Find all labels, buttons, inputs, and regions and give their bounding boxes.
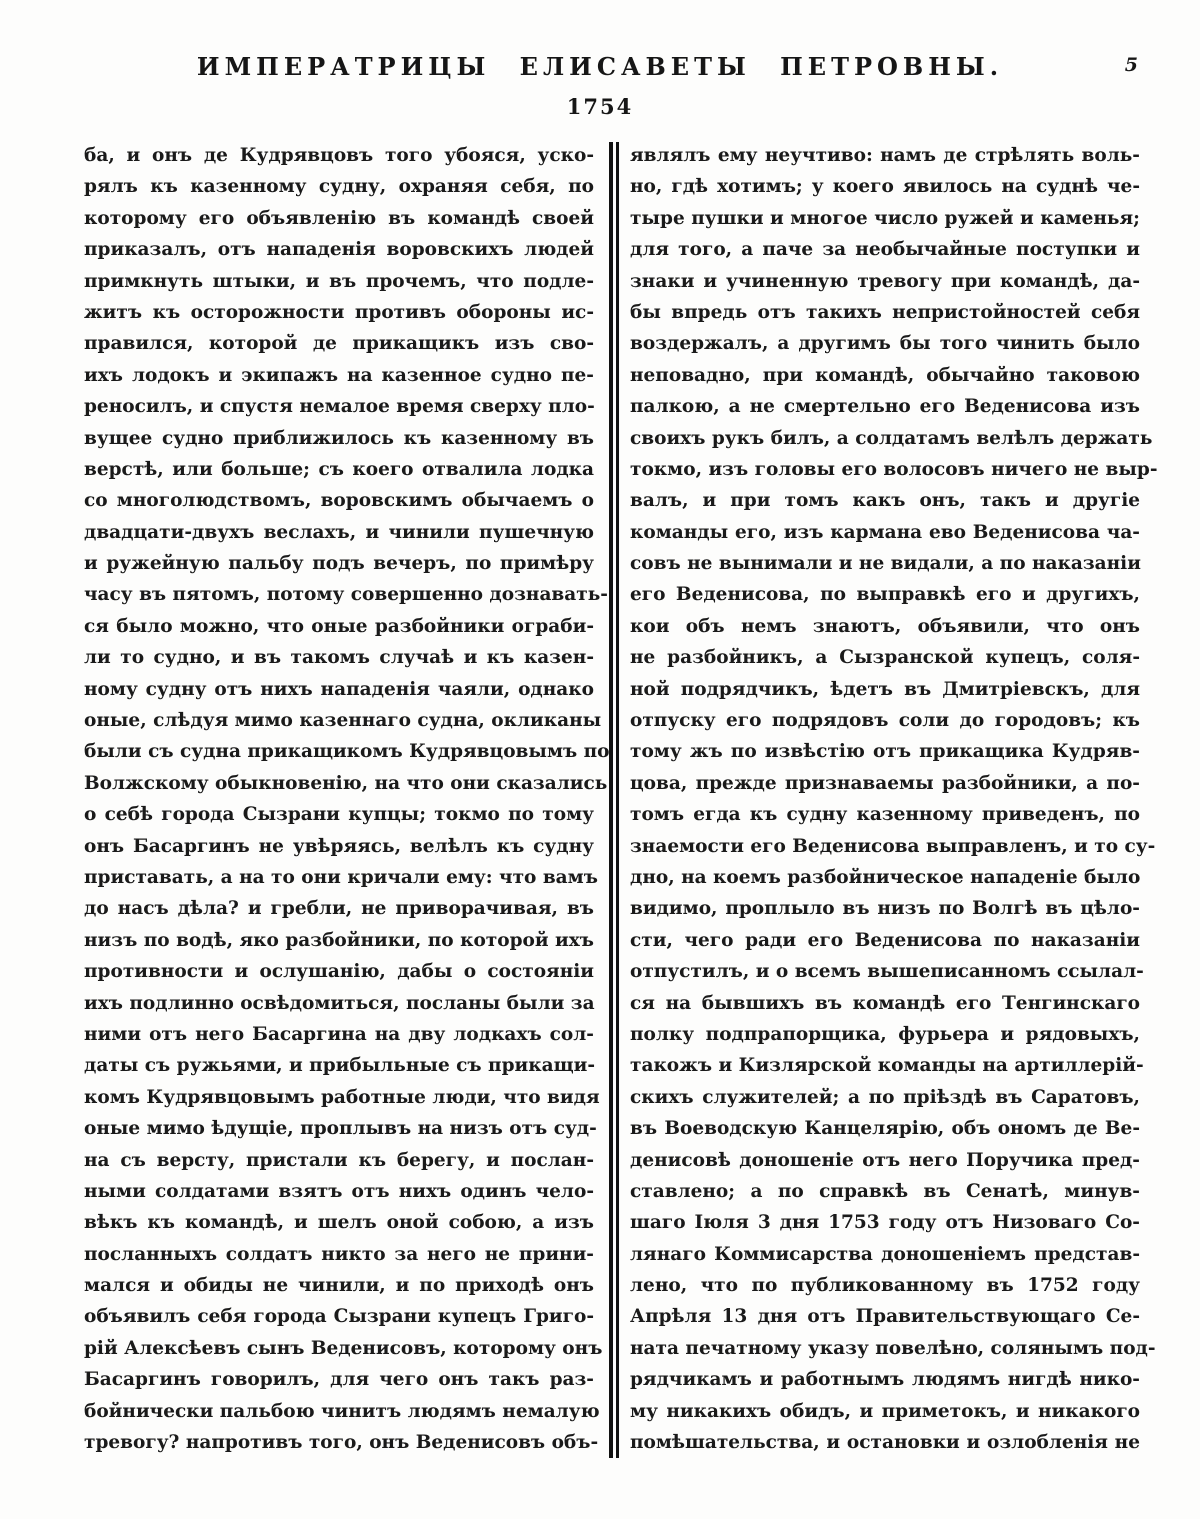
text-line: до насъ дѣла? и гребли, не приворачивая, въ [84,898,594,920]
text-line: мался и обиды не чинили, и по приходѣ онъ [84,1275,594,1297]
text-line: объявилъ себя города Сызрани купецъ Григо- [84,1306,594,1328]
text-line: не разбойникъ, а Сызранской купецъ, соля- [630,647,1140,669]
text-line: тому жъ по извѣстію отъ прикащика Кудряв- [630,741,1140,763]
text-line: ся было можно, что оные разбойники ограби- [84,615,594,637]
page-number: 5 [1124,54,1138,76]
text-line: неповадно, при командѣ, обычайно таковою [630,364,1140,386]
text-line: отпустилъ, и о всемъ вышеписанномъ ссылал- [630,961,1144,983]
text-line: двадцати-двухъ веслахъ, и чинили пушечную [84,521,594,543]
text-line: ихъ подлинно освѣдомиться, посланы были за [84,992,595,1014]
text-line: своихъ рукъ билъ, а солдатамъ велѣлъ держать [630,427,1153,449]
text-line: посланныхъ солдатъ никто за него не прини- [84,1243,594,1265]
text-line: ба, и онъ де Кудрявцовъ того убояся, уско- [84,145,594,166]
text-line: часу въ пятомъ, потому совершенно дознавать- [84,584,608,606]
text-line: рялъ къ казенному судну, охраняя себя, по [84,176,594,198]
text-line: ихъ лодокъ и экипажъ на казенное судно пе- [84,364,594,386]
left-column [84,140,610,1458]
text-line: рій Алексѣевъ сынъ Веденисовъ, которому онъ [84,1337,603,1359]
text-line: денисовѣ доношеніе отъ него Поручика пред- [630,1149,1140,1171]
text-line: рядчикамъ и работнымъ людямъ нигдѣ нико- [630,1369,1140,1391]
year-heading: 1754 [566,94,634,119]
text-line: скихъ служителей; а по пріѣздѣ въ Саратовъ, [630,1086,1140,1108]
text-line: онъ Басаргинъ не увѣряясь, велѣлъ къ судну [84,835,594,857]
right-column [630,140,1158,1458]
text-line: Апрѣля 13 дня отъ Правительствующаго Се- [630,1306,1140,1328]
text-columns [84,140,1158,1458]
text-line: ними отъ него Басаргина на дву лодкахъ сол- [84,1023,594,1045]
text-line: со многолюдствомъ, воровскимъ обычаемъ о [84,490,594,512]
text-line: правился, которой де прикащикъ изъ сво- [84,333,594,355]
text-line: реносилъ, и спустя немалое время сверху пло- [84,396,595,418]
text-line: знаемости его Веденисова выправленъ, и то су- [630,835,1156,857]
text-line: отпуску его подрядовъ соли до городовъ; къ [630,710,1140,732]
text-line: ставлено; а по справкѣ въ Сенатѣ, минув- [630,1180,1140,1202]
text-line: противности и ослушанію, дабы о состояніи [84,961,594,983]
text-line: воздержалъ, а другимъ бы того чинить было [630,333,1140,355]
text-line: и ружейную пальбу подъ вечеръ, по примѣру [84,553,594,575]
text-line: токмо, изъ головы его волосовъ ничего не выр- [630,458,1158,480]
text-line: шаго Іюля 3 дня 1753 году отъ Низоваго Со- [630,1212,1140,1234]
text-line: ному судну отъ нихъ нападенія чаяли, однако [84,678,594,700]
text-line: такожъ и Кизлярской команды на артиллерій- [630,1055,1144,1077]
text-line: лено, что по публикованному въ 1752 году [630,1275,1140,1297]
text-line: вѣкъ къ командѣ, и шелъ оной собою, а изъ [84,1212,594,1234]
text-line: помѣшательства, и остановки и озлобленія не [630,1432,1140,1454]
text-line: комъ Кудрявцовымъ работные люди, что видя [84,1086,600,1108]
column-divider-rule [609,142,619,1458]
text-line: цова, прежде признаваемы разбойники, а по- [630,772,1140,794]
text-line: въ Воеводскую Канцелярію, объ ономъ де Ве- [630,1118,1140,1140]
text-line: сти, чего ради его Веденисова по наказаніи [630,929,1140,951]
text-line: его Веденисова, по выправкѣ его и другихъ, [630,584,1140,606]
text-line: оные мимо ѣдущіе, проплывъ на низъ отъ суд- [84,1118,597,1140]
text-line: житъ къ осторожности противъ обороны ис- [84,301,594,323]
text-line: знаки и учиненную тревогу при командѣ, да- [630,270,1140,292]
text-line: валъ, и при томъ какъ онъ, такъ и другіе [630,490,1140,512]
text-line: полку подпрапорщика, фурьера и рядовыхъ, [630,1023,1140,1045]
text-line: даты съ ружьями, и прибыльные съ прикащи- [84,1055,596,1077]
text-line: приказалъ, отъ нападенія воровскихъ людей [84,239,594,261]
text-line: видимо, проплыло въ низъ по Волгѣ въ цѣло- [630,898,1140,920]
text-line: ся на бывшихъ въ командѣ его Тенгинскаго [630,992,1140,1014]
text-line: ли то судно, и въ такомъ случаѣ и къ казен- [84,647,594,669]
text-line: дно, на коемъ разбойническое нападеніе было [630,866,1141,888]
text-line: ната печатному указу повелѣно, солянымъ под- [630,1337,1156,1359]
text-line: о себѣ города Сызрани купцы; токмо по тому [84,804,594,826]
text-line: Басаргинъ говорилъ, для чего онъ такъ раз- [84,1369,594,1391]
text-line: являлъ ему неучтиво: намъ де стрѣлять воль- [630,145,1140,166]
text-line: томъ егда къ судну казенному приведенъ, по [630,804,1140,826]
text-line: вущее судно приближилось къ казенному въ [84,427,594,449]
text-line: тыре пушки и многое число ружей и каменья; [630,207,1140,229]
text-line: были съ судна прикащикомъ Кудрявцовымъ по [84,741,610,763]
text-line: для того, а паче за необычайные поступки и [630,239,1140,261]
text-line: примкнуть штыки, и въ прочемъ, что подле- [84,270,594,292]
running-head-title: ИМПЕРАТРИЦЫ ЕЛИСАВЕТЫ ПЕТРОВНЫ. [196,52,1004,81]
text-line: верстѣ, или больше; съ коего отвалила лодка [84,458,594,480]
text-line: кои объ немъ знаютъ, объявили, что онъ [630,615,1140,637]
text-line: совъ не вынимали и не видали, а по наказаніи [630,553,1141,575]
text-line: приставать, а на то они кричали ему: что вамъ [84,866,598,888]
text-line: палкою, а не смертельно его Веденисова изъ [630,396,1140,418]
text-line: ными солдатами взятъ отъ нихъ одинъ чело- [84,1180,594,1202]
text-line: но, гдѣ хотимъ; у коего явилось на суднѣ че- [630,176,1140,198]
text-line: команды его, изъ кармана ево Веденисова ча- [630,521,1140,543]
text-line: Волжскому обыкновенію, на что они сказались [84,772,608,794]
text-line: которому его объявленію въ командѣ своей [84,207,594,229]
text-line: ной подрядчикъ, ѣдетъ въ Дмитріевскъ, для [630,678,1140,700]
text-line: лянаго Коммисарства доношеніемъ представ- [630,1243,1140,1265]
text-line: на съ версту, пристали къ берегу, и послан- [84,1149,594,1171]
text-line: бойнически пальбою чинитъ людямъ немалую [84,1400,600,1422]
text-line: бы впредь отъ такихъ непристойностей себя [630,301,1140,323]
text-line: тревогу? напротивъ того, онъ Веденисовъ объ- [84,1432,599,1454]
text-line: оные, слѣдуя мимо казеннаго судна, окликаны [84,710,602,732]
text-line: му никакихъ обидъ, и приметокъ, и никакого [630,1400,1140,1422]
text-line: низъ по водѣ, яко разбойники, по которой ихъ [84,929,594,951]
